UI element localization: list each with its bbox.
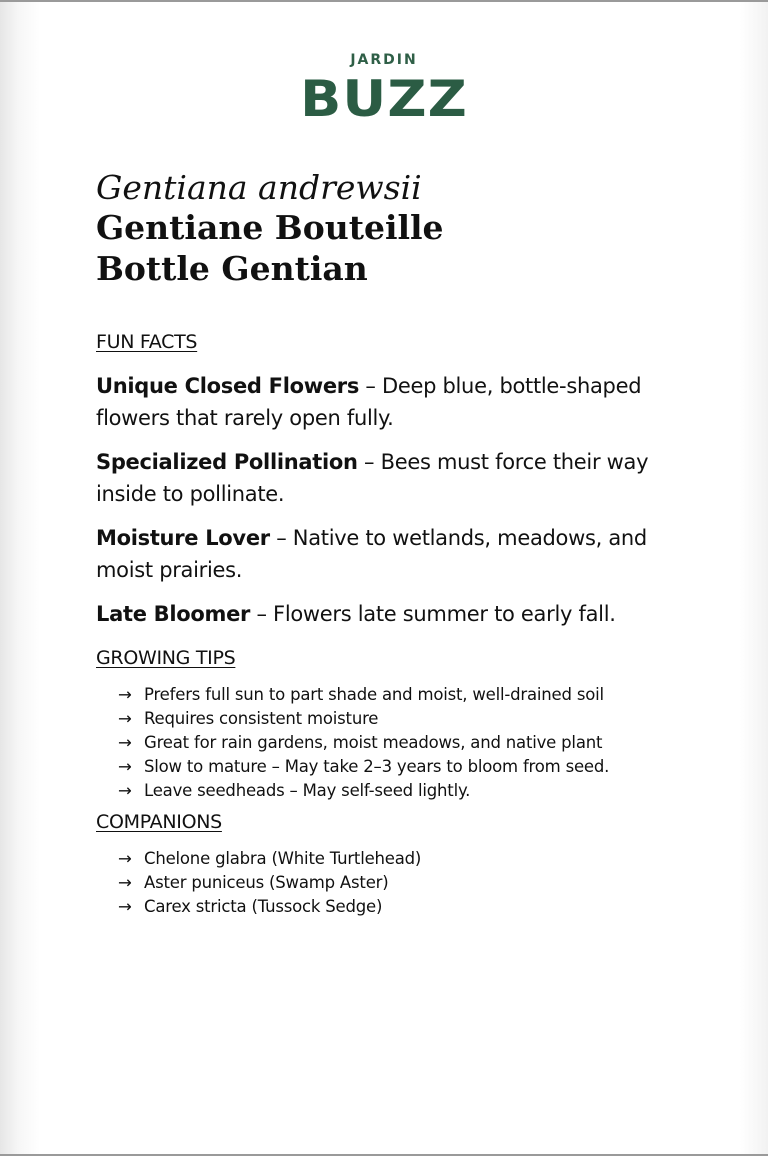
arrow-right-icon: → <box>118 757 132 776</box>
latin-name: Gentiana andrewsii <box>96 168 422 207</box>
arrow-right-icon: → <box>118 873 132 892</box>
growing-tips-heading: GROWING TIPS <box>96 647 236 669</box>
fact-item <box>96 522 676 586</box>
logo-small-text: JARDIN <box>350 52 418 68</box>
fact-term: Specialized Pollination <box>96 450 358 474</box>
plant-titles <box>96 168 444 290</box>
arrow-right-icon: → <box>118 849 132 868</box>
tip-text: Requires consistent moisture <box>144 709 379 728</box>
fact-text: – Native to wetlands, meadows, and moist prairies. <box>96 526 647 582</box>
companion-text: Carex stricta (Tussock Sedge) <box>144 897 383 916</box>
arrow-right-icon: → <box>118 685 132 704</box>
logo-big-text: BUZZ <box>300 70 468 128</box>
growing-tips-list <box>118 683 609 803</box>
jardin-buzz-logo <box>0 52 768 128</box>
tip-text: Slow to mature – May take 2–3 years to bloom from seed. <box>144 757 610 776</box>
fact-item <box>96 370 676 434</box>
companions-list <box>118 847 421 919</box>
tip-text: Great for rain gardens, moist meadows, and native plant <box>144 733 603 752</box>
list-item <box>118 847 421 871</box>
fact-item <box>96 598 676 630</box>
list-item <box>118 895 421 919</box>
english-name: Bottle Gentian <box>96 249 368 288</box>
fact-text: – Deep blue, bottle-shaped flowers that rarely open fully. <box>96 374 642 430</box>
fact-term: Late Bloomer <box>96 602 251 626</box>
list-item <box>118 755 609 779</box>
list-item <box>118 731 609 755</box>
french-name: Gentiane Bouteille <box>96 208 444 247</box>
list-item <box>118 683 609 707</box>
arrow-right-icon: → <box>118 897 132 916</box>
fact-text: – Flowers late summer to early fall. <box>250 602 616 626</box>
fun-facts-heading: FUN FACTS <box>96 331 198 353</box>
fact-text: – Bees must force their way inside to pollinate. <box>96 450 649 506</box>
fact-item <box>96 446 676 510</box>
list-item <box>118 707 609 731</box>
companion-text: Chelone glabra (White Turtlehead) <box>144 849 422 868</box>
arrow-right-icon: → <box>118 709 132 728</box>
fact-term: Moisture Lover <box>96 526 270 550</box>
companions-heading: COMPANIONS <box>96 811 222 833</box>
arrow-right-icon: → <box>118 733 132 752</box>
list-item <box>118 779 609 803</box>
tip-text: Prefers full sun to part shade and moist, well-drained soil <box>144 685 604 704</box>
list-item <box>118 871 421 895</box>
tip-text: Leave seedheads – May self-seed lightly. <box>144 781 471 800</box>
arrow-right-icon: → <box>118 781 132 800</box>
fact-term: Unique Closed Flowers <box>96 374 360 398</box>
companion-text: Aster puniceus (Swamp Aster) <box>144 873 389 892</box>
